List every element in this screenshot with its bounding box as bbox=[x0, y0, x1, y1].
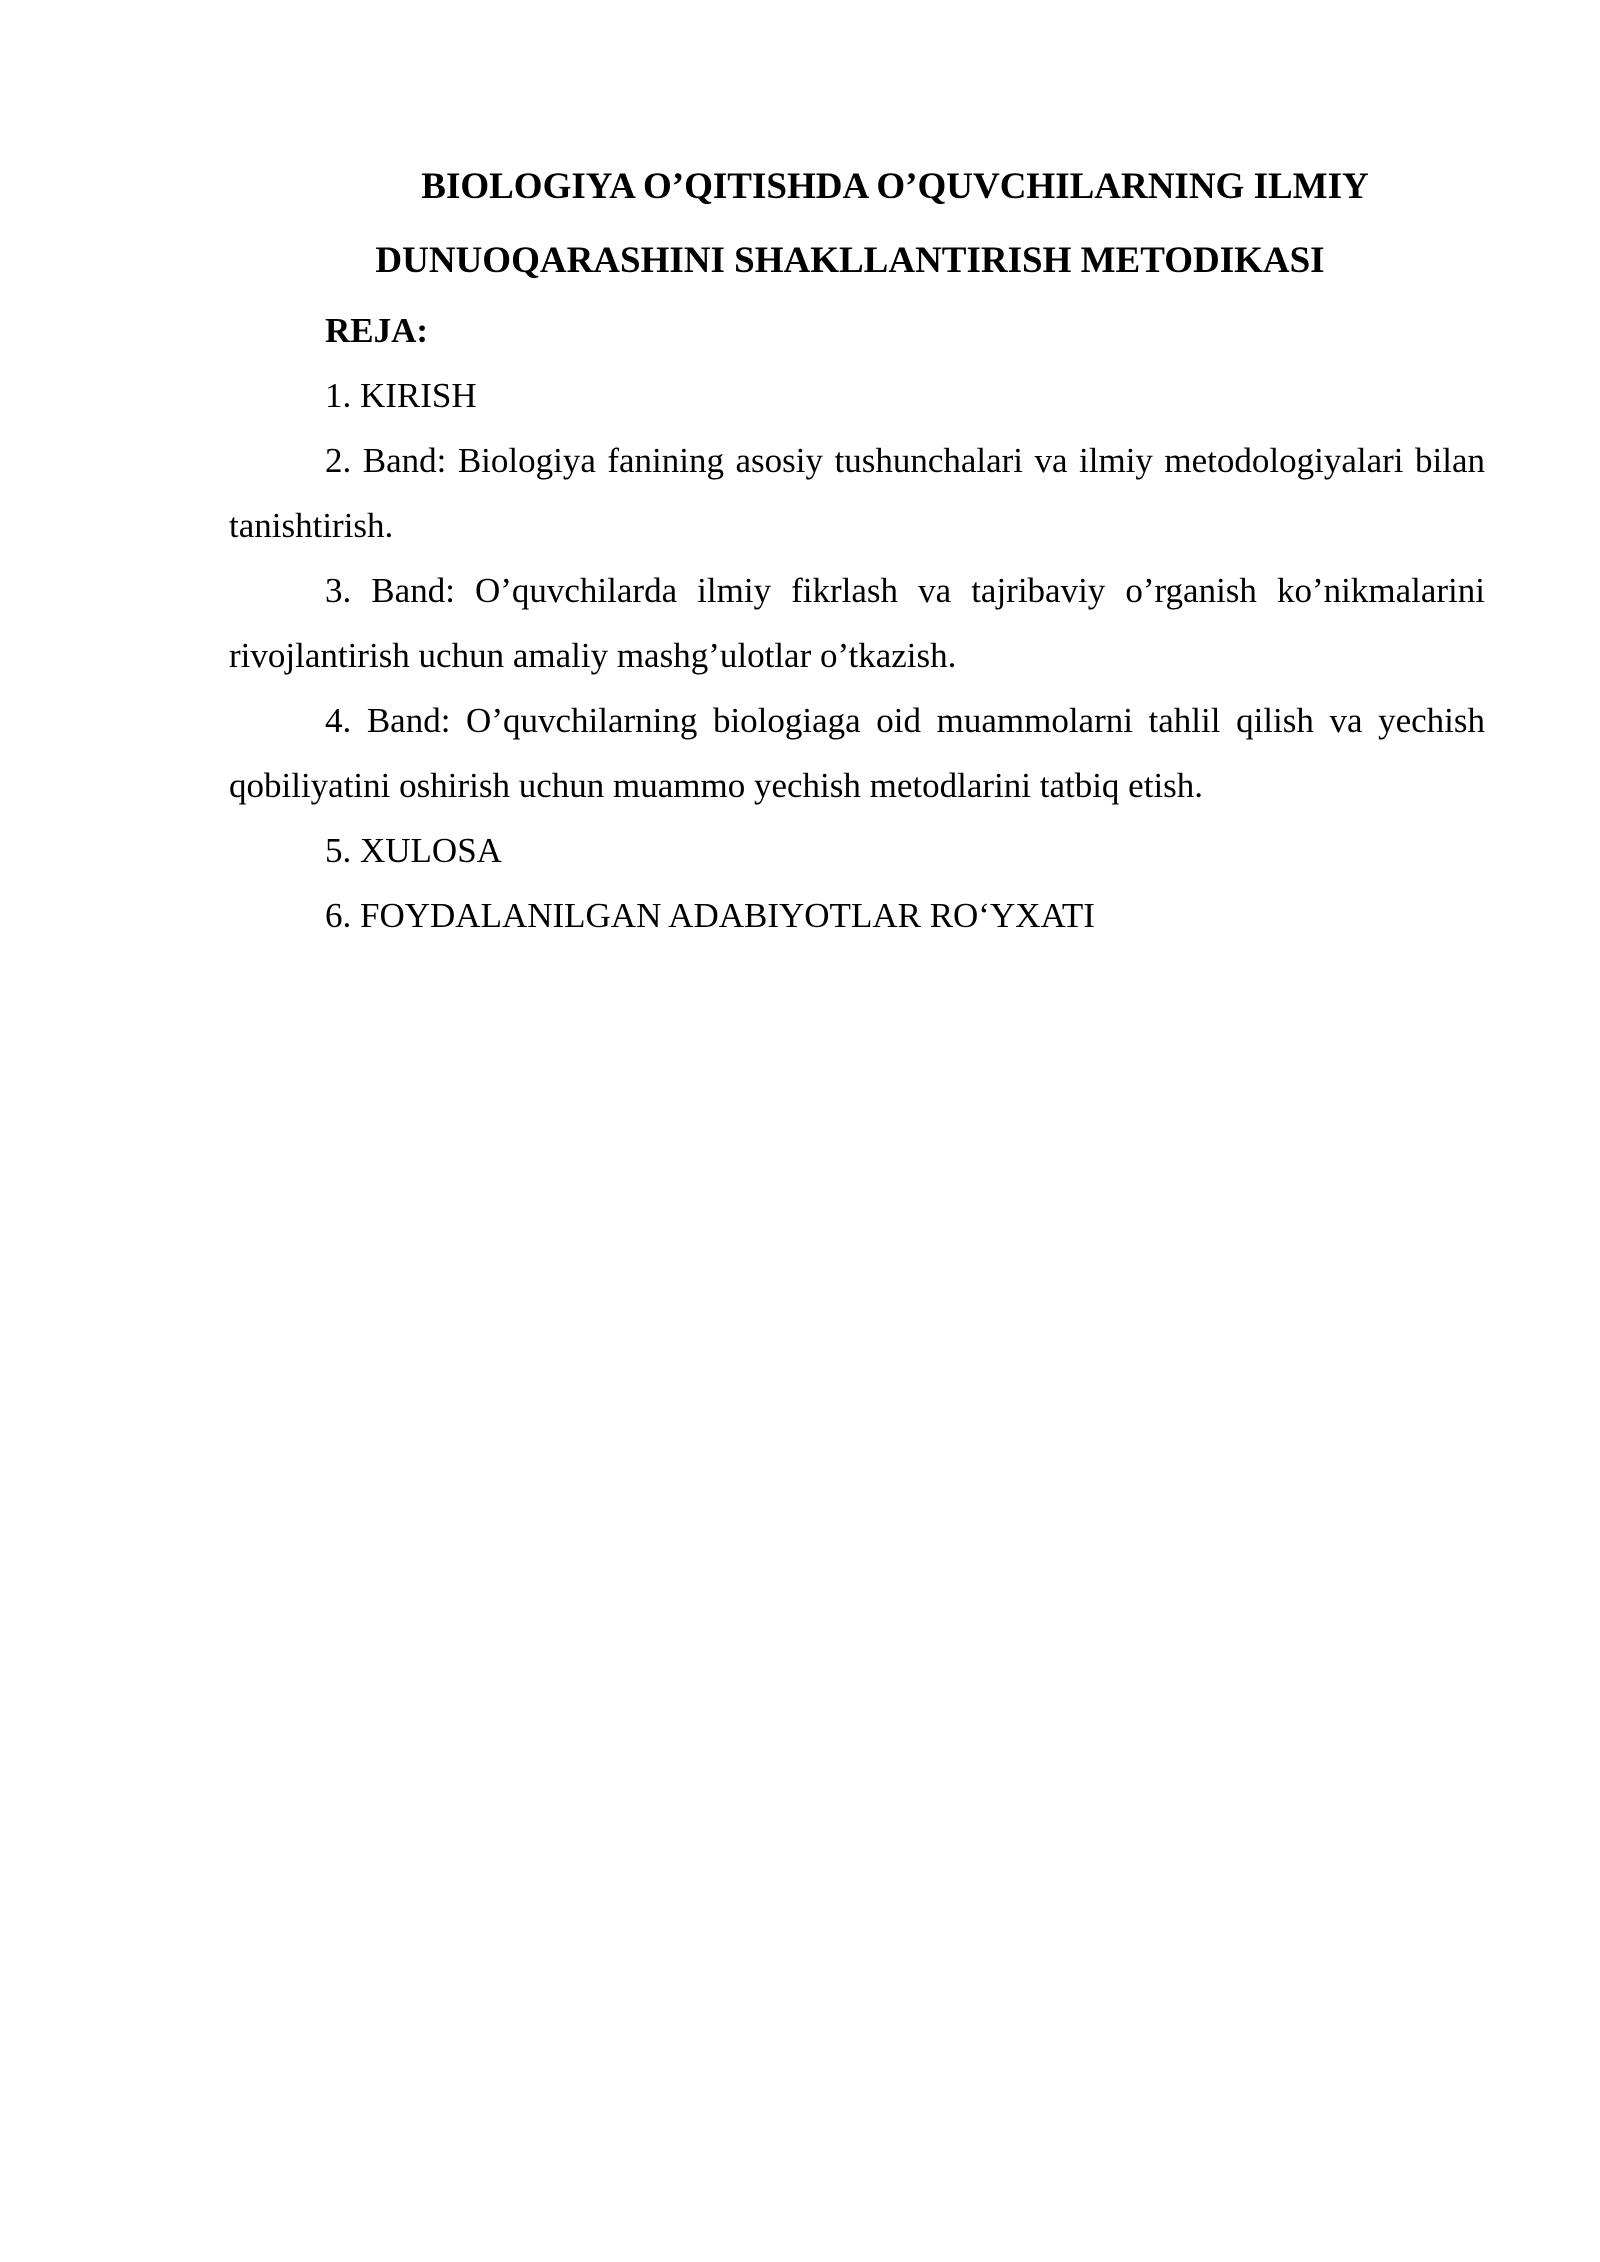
plan-item-introduction: 1. KIRISH bbox=[325, 376, 477, 415]
plan-item-section-4: 4. Band: O’quvchilarning biologiaga oid muammolarni tahlil qilish va yechish qobiliyatini oshirish uchun muammo yechish metodlarini tatbiq etish. bbox=[229, 701, 1485, 805]
document-body bbox=[229, 150, 1485, 948]
plan-item-section-2: 2. Band: Biologiya fanining asosiy tushunchalari va ilmiy metodologiyalari bilan tanishtirish. bbox=[229, 441, 1485, 545]
title-line-1: BIOLOGIYA O’QITISHDA O’QUVCHILARNING ILMIY bbox=[421, 166, 1369, 207]
plan-item-section-3: 3. Band: O’quvchilarda ilmiy fikrlash va tajribaviy o’rganish ko’nikmalarini rivojlantirish uchun amaliy mashg’ulotlar o’tkazish. bbox=[229, 571, 1485, 675]
plan-item-conclusion: 5. XULOSA bbox=[325, 831, 502, 870]
plan-heading: REJA: bbox=[325, 311, 429, 350]
plan-item-references: 6. FOYDALANILGAN ADABIYOTLAR RO‘YXATI bbox=[325, 896, 1095, 935]
title-line-2: DUNUOQARASHINI SHAKLLANTIRISH METODIKASI bbox=[375, 240, 1325, 281]
document-title bbox=[229, 150, 1485, 298]
